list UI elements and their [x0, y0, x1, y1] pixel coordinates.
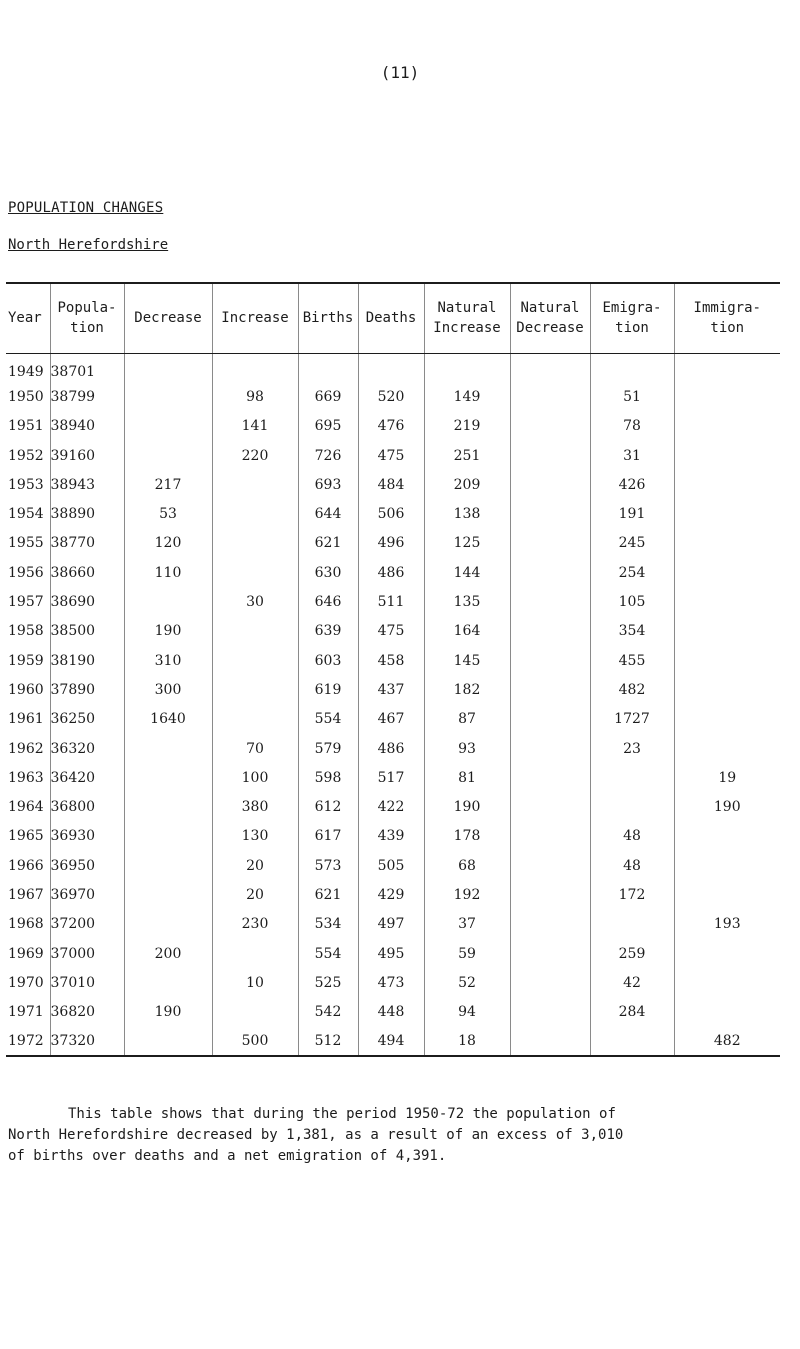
cell-increase: 20 — [212, 880, 298, 909]
cell-year: 1957 — [8, 594, 44, 611]
cell-deaths: 467 — [358, 705, 424, 734]
cell-decrease: 53 — [124, 499, 212, 528]
cell-year: 1958 — [8, 623, 44, 640]
cell-decrease — [124, 353, 212, 382]
cell-increase: 10 — [212, 968, 298, 997]
cell-deaths: 486 — [358, 734, 424, 763]
cell-increase: 30 — [212, 587, 298, 616]
header-year: Year — [6, 283, 50, 353]
cell-increase — [212, 646, 298, 675]
cell-decrease — [124, 792, 212, 821]
cell-year: 1951 — [8, 418, 44, 435]
cell-natural-increase: 125 — [424, 529, 510, 558]
cell-natural-decrease — [510, 412, 590, 441]
table-row — [6, 880, 780, 909]
table-row — [6, 587, 780, 616]
cell-natural-decrease — [510, 705, 590, 734]
cell-decrease: 120 — [124, 529, 212, 558]
cell-emigration: 78 — [590, 412, 674, 441]
cell-natural-decrease — [510, 675, 590, 704]
cell-deaths: 476 — [358, 412, 424, 441]
cell-population: 38190 — [50, 646, 124, 675]
cell-increase — [212, 529, 298, 558]
cell-increase — [212, 353, 298, 382]
cell-births: 512 — [298, 1027, 358, 1056]
cell-natural-increase: 178 — [424, 822, 510, 851]
table-row — [6, 734, 780, 763]
cell-natural-increase: 164 — [424, 617, 510, 646]
cell-decrease: 190 — [124, 617, 212, 646]
cell-decrease — [124, 734, 212, 763]
cell-births: 639 — [298, 617, 358, 646]
table-row — [6, 558, 780, 587]
cell-increase: 130 — [212, 822, 298, 851]
cell-deaths: 495 — [358, 939, 424, 968]
cell-deaths: 520 — [358, 382, 424, 411]
cell-immigration: 19 — [674, 763, 780, 792]
cell-year: 1971 — [8, 1004, 44, 1021]
cell-population: 37010 — [50, 968, 124, 997]
cell-decrease — [124, 968, 212, 997]
cell-immigration — [674, 998, 780, 1027]
cell-increase: 141 — [212, 412, 298, 441]
cell-population: 36420 — [50, 763, 124, 792]
cell-deaths: 473 — [358, 968, 424, 997]
cell-natural-increase: 190 — [424, 792, 510, 821]
cell-births: 534 — [298, 910, 358, 939]
cell-natural-decrease — [510, 734, 590, 763]
cell-increase — [212, 617, 298, 646]
table-body — [6, 353, 780, 1056]
cell-natural-decrease — [510, 939, 590, 968]
cell-year: 1952 — [8, 447, 44, 464]
cell-increase — [212, 470, 298, 499]
cell-natural-increase: 145 — [424, 646, 510, 675]
cell-year: 1970 — [8, 974, 44, 991]
cell-natural-increase: 219 — [424, 412, 510, 441]
table-row — [6, 910, 780, 939]
cell-year: 1949 — [8, 363, 44, 380]
cell-increase — [212, 558, 298, 587]
cell-immigration — [674, 646, 780, 675]
table-row — [6, 763, 780, 792]
cell-immigration — [674, 968, 780, 997]
cell-deaths: 484 — [358, 470, 424, 499]
cell-natural-increase: 251 — [424, 441, 510, 470]
cell-immigration — [674, 412, 780, 441]
cell-population: 36820 — [50, 998, 124, 1027]
cell-natural-increase: 149 — [424, 382, 510, 411]
header-natural-increase: Natural Increase — [424, 283, 510, 353]
table-row — [6, 705, 780, 734]
cell-deaths: 486 — [358, 558, 424, 587]
cell-natural-increase: 135 — [424, 587, 510, 616]
cell-deaths: 429 — [358, 880, 424, 909]
table-row — [6, 441, 780, 470]
cell-population: 38940 — [50, 412, 124, 441]
cell-natural-increase: 182 — [424, 675, 510, 704]
cell-natural-decrease — [510, 880, 590, 909]
cell-natural-decrease — [510, 617, 590, 646]
cell-immigration — [674, 587, 780, 616]
cell-natural-decrease — [510, 646, 590, 675]
header-births: Births — [298, 283, 358, 353]
cell-decrease: 110 — [124, 558, 212, 587]
cell-natural-decrease — [510, 822, 590, 851]
cell-births: 646 — [298, 587, 358, 616]
cell-natural-increase: 144 — [424, 558, 510, 587]
table-row — [6, 529, 780, 558]
header-population: Popula- tion — [50, 283, 124, 353]
cell-deaths: 475 — [358, 441, 424, 470]
summary-line-3: of births over deaths and a net emigration of 4,391. — [8, 1148, 447, 1164]
cell-births: 726 — [298, 441, 358, 470]
cell-births: 579 — [298, 734, 358, 763]
cell-immigration: 482 — [674, 1027, 780, 1056]
header-deaths: Deaths — [358, 283, 424, 353]
cell-deaths: 505 — [358, 851, 424, 880]
cell-births: 693 — [298, 470, 358, 499]
cell-year: 1950 — [8, 388, 44, 405]
cell-population: 36950 — [50, 851, 124, 880]
cell-births: 695 — [298, 412, 358, 441]
cell-natural-decrease — [510, 851, 590, 880]
cell-births: 554 — [298, 705, 358, 734]
header-emigration: Emigra- tion — [590, 283, 674, 353]
cell-births: 619 — [298, 675, 358, 704]
cell-population: 38799 — [50, 382, 124, 411]
cell-population: 37320 — [50, 1027, 124, 1056]
population-table — [6, 282, 780, 1057]
table-row — [6, 968, 780, 997]
cell-immigration — [674, 558, 780, 587]
cell-population: 37890 — [50, 675, 124, 704]
cell-deaths: 496 — [358, 529, 424, 558]
cell-year: 1972 — [6, 1027, 50, 1056]
cell-deaths: 448 — [358, 998, 424, 1027]
cell-natural-increase: 138 — [424, 499, 510, 528]
cell-year: 1955 — [8, 535, 44, 552]
cell-natural-decrease — [510, 587, 590, 616]
cell-decrease: 200 — [124, 939, 212, 968]
cell-emigration: 105 — [590, 587, 674, 616]
cell-natural-increase: 18 — [424, 1027, 510, 1056]
table-row — [6, 939, 780, 968]
cell-natural-increase: 93 — [424, 734, 510, 763]
cell-deaths: 511 — [358, 587, 424, 616]
cell-births — [298, 353, 358, 382]
cell-increase — [212, 939, 298, 968]
cell-immigration — [674, 470, 780, 499]
cell-population: 38890 — [50, 499, 124, 528]
cell-deaths: 439 — [358, 822, 424, 851]
cell-deaths: 494 — [358, 1027, 424, 1056]
cell-immigration — [674, 441, 780, 470]
cell-population: 36970 — [50, 880, 124, 909]
cell-emigration — [590, 910, 674, 939]
table-row — [6, 675, 780, 704]
cell-natural-increase: 81 — [424, 763, 510, 792]
cell-decrease: 310 — [124, 646, 212, 675]
cell-increase — [212, 675, 298, 704]
cell-natural-increase: 68 — [424, 851, 510, 880]
cell-emigration — [590, 1027, 674, 1056]
cell-immigration — [674, 675, 780, 704]
cell-natural-decrease — [510, 441, 590, 470]
cell-births: 669 — [298, 382, 358, 411]
cell-births: 542 — [298, 998, 358, 1027]
cell-immigration — [674, 529, 780, 558]
cell-increase: 98 — [212, 382, 298, 411]
cell-natural-increase: 209 — [424, 470, 510, 499]
cell-emigration: 1727 — [590, 705, 674, 734]
cell-decrease — [124, 382, 212, 411]
header-immigration: Immigra- tion — [674, 283, 780, 353]
cell-births: 603 — [298, 646, 358, 675]
cell-deaths: 517 — [358, 763, 424, 792]
cell-emigration: 426 — [590, 470, 674, 499]
table-row — [6, 646, 780, 675]
cell-population: 36250 — [50, 705, 124, 734]
cell-immigration — [674, 382, 780, 411]
summary-line-1: This table shows that during the period 1950-72 the population of — [68, 1106, 616, 1122]
cell-population: 36930 — [50, 822, 124, 851]
cell-immigration — [674, 705, 780, 734]
table-row — [6, 382, 780, 411]
cell-emigration — [590, 763, 674, 792]
summary-paragraph — [8, 1104, 768, 1167]
cell-immigration — [674, 822, 780, 851]
table-header-row — [6, 283, 780, 353]
cell-year: 1954 — [8, 506, 44, 523]
cell-deaths: 458 — [358, 646, 424, 675]
cell-emigration — [590, 353, 674, 382]
cell-emigration: 259 — [590, 939, 674, 968]
table-row — [6, 822, 780, 851]
cell-year: 1967 — [8, 886, 44, 903]
cell-deaths: 422 — [358, 792, 424, 821]
cell-natural-increase: 94 — [424, 998, 510, 1027]
cell-decrease: 190 — [124, 998, 212, 1027]
cell-increase: 230 — [212, 910, 298, 939]
cell-emigration: 42 — [590, 968, 674, 997]
cell-increase: 70 — [212, 734, 298, 763]
cell-emigration: 172 — [590, 880, 674, 909]
cell-emigration: 191 — [590, 499, 674, 528]
cell-year: 1962 — [8, 740, 44, 757]
cell-immigration — [674, 734, 780, 763]
cell-natural-decrease — [510, 968, 590, 997]
cell-population: 39160 — [50, 441, 124, 470]
cell-natural-increase: 59 — [424, 939, 510, 968]
cell-population: 38660 — [50, 558, 124, 587]
cell-increase — [212, 998, 298, 1027]
header-increase: Increase — [212, 283, 298, 353]
cell-decrease — [124, 822, 212, 851]
cell-year: 1969 — [8, 945, 44, 962]
cell-year: 1966 — [8, 857, 44, 874]
cell-population: 36320 — [50, 734, 124, 763]
table-row — [6, 499, 780, 528]
cell-immigration — [674, 353, 780, 382]
cell-emigration: 23 — [590, 734, 674, 763]
table-row — [6, 353, 780, 382]
cell-immigration — [674, 939, 780, 968]
summary-line-2: North Herefordshire decreased by 1,381, as a result of an excess of 3,010 — [8, 1127, 624, 1143]
cell-decrease — [124, 1027, 212, 1056]
cell-emigration: 48 — [590, 851, 674, 880]
cell-natural-increase: 192 — [424, 880, 510, 909]
cell-decrease — [124, 851, 212, 880]
cell-emigration — [590, 792, 674, 821]
cell-natural-decrease — [510, 558, 590, 587]
cell-births: 621 — [298, 529, 358, 558]
cell-increase: 220 — [212, 441, 298, 470]
cell-emigration: 48 — [590, 822, 674, 851]
cell-natural-decrease — [510, 353, 590, 382]
cell-population: 36800 — [50, 792, 124, 821]
cell-natural-decrease — [510, 499, 590, 528]
cell-immigration: 193 — [674, 910, 780, 939]
cell-births: 644 — [298, 499, 358, 528]
cell-year: 1959 — [8, 652, 44, 669]
cell-emigration: 31 — [590, 441, 674, 470]
header-natural-decrease: Natural Decrease — [510, 283, 590, 353]
cell-population: 38500 — [50, 617, 124, 646]
cell-decrease — [124, 763, 212, 792]
cell-increase: 380 — [212, 792, 298, 821]
page-subtitle: North Herefordshire — [8, 237, 169, 253]
cell-population: 38701 — [50, 353, 124, 382]
cell-deaths: 497 — [358, 910, 424, 939]
cell-natural-increase: 37 — [424, 910, 510, 939]
cell-births: 630 — [298, 558, 358, 587]
table-row — [6, 851, 780, 880]
cell-immigration — [674, 617, 780, 646]
cell-emigration: 354 — [590, 617, 674, 646]
table-row — [6, 412, 780, 441]
cell-emigration: 455 — [590, 646, 674, 675]
cell-population: 38943 — [50, 470, 124, 499]
cell-population: 38690 — [50, 587, 124, 616]
cell-deaths — [358, 353, 424, 382]
cell-year: 1961 — [8, 711, 44, 728]
table-row — [6, 792, 780, 821]
cell-increase — [212, 499, 298, 528]
cell-emigration: 482 — [590, 675, 674, 704]
cell-deaths: 506 — [358, 499, 424, 528]
cell-immigration: 190 — [674, 792, 780, 821]
cell-increase: 500 — [212, 1027, 298, 1056]
cell-births: 554 — [298, 939, 358, 968]
cell-natural-increase — [424, 353, 510, 382]
cell-decrease — [124, 910, 212, 939]
cell-births: 598 — [298, 763, 358, 792]
cell-natural-decrease — [510, 998, 590, 1027]
cell-natural-decrease — [510, 792, 590, 821]
cell-immigration — [674, 499, 780, 528]
cell-emigration: 284 — [590, 998, 674, 1027]
cell-deaths: 437 — [358, 675, 424, 704]
page-number: (11) — [380, 63, 420, 82]
header-decrease: Decrease — [124, 283, 212, 353]
cell-natural-decrease — [510, 529, 590, 558]
cell-year: 1965 — [8, 828, 44, 845]
cell-decrease — [124, 587, 212, 616]
cell-births: 612 — [298, 792, 358, 821]
cell-births: 525 — [298, 968, 358, 997]
cell-year: 1953 — [8, 476, 44, 493]
cell-natural-decrease — [510, 1027, 590, 1056]
cell-year: 1968 — [8, 916, 44, 933]
cell-immigration — [674, 880, 780, 909]
page-title: POPULATION CHANGES — [8, 200, 164, 216]
cell-emigration: 245 — [590, 529, 674, 558]
cell-natural-decrease — [510, 763, 590, 792]
cell-decrease — [124, 880, 212, 909]
cell-natural-decrease — [510, 382, 590, 411]
cell-births: 617 — [298, 822, 358, 851]
table-row — [6, 617, 780, 646]
cell-population: 38770 — [50, 529, 124, 558]
cell-natural-increase: 87 — [424, 705, 510, 734]
cell-decrease: 300 — [124, 675, 212, 704]
cell-emigration: 254 — [590, 558, 674, 587]
cell-natural-decrease — [510, 910, 590, 939]
cell-deaths: 475 — [358, 617, 424, 646]
cell-births: 573 — [298, 851, 358, 880]
cell-emigration: 51 — [590, 382, 674, 411]
cell-births: 621 — [298, 880, 358, 909]
cell-increase: 100 — [212, 763, 298, 792]
table-row — [6, 998, 780, 1027]
table-row — [6, 1027, 780, 1056]
cell-decrease: 217 — [124, 470, 212, 499]
cell-natural-increase: 52 — [424, 968, 510, 997]
cell-increase — [212, 705, 298, 734]
cell-population: 37000 — [50, 939, 124, 968]
cell-immigration — [674, 851, 780, 880]
table-row — [6, 470, 780, 499]
cell-population: 37200 — [50, 910, 124, 939]
cell-natural-decrease — [510, 470, 590, 499]
cell-decrease — [124, 441, 212, 470]
cell-increase: 20 — [212, 851, 298, 880]
cell-year: 1963 — [8, 769, 44, 786]
cell-year: 1964 — [8, 799, 44, 816]
cell-year: 1960 — [8, 681, 44, 698]
cell-decrease — [124, 412, 212, 441]
cell-year: 1956 — [8, 564, 44, 581]
cell-decrease: 1640 — [124, 705, 212, 734]
